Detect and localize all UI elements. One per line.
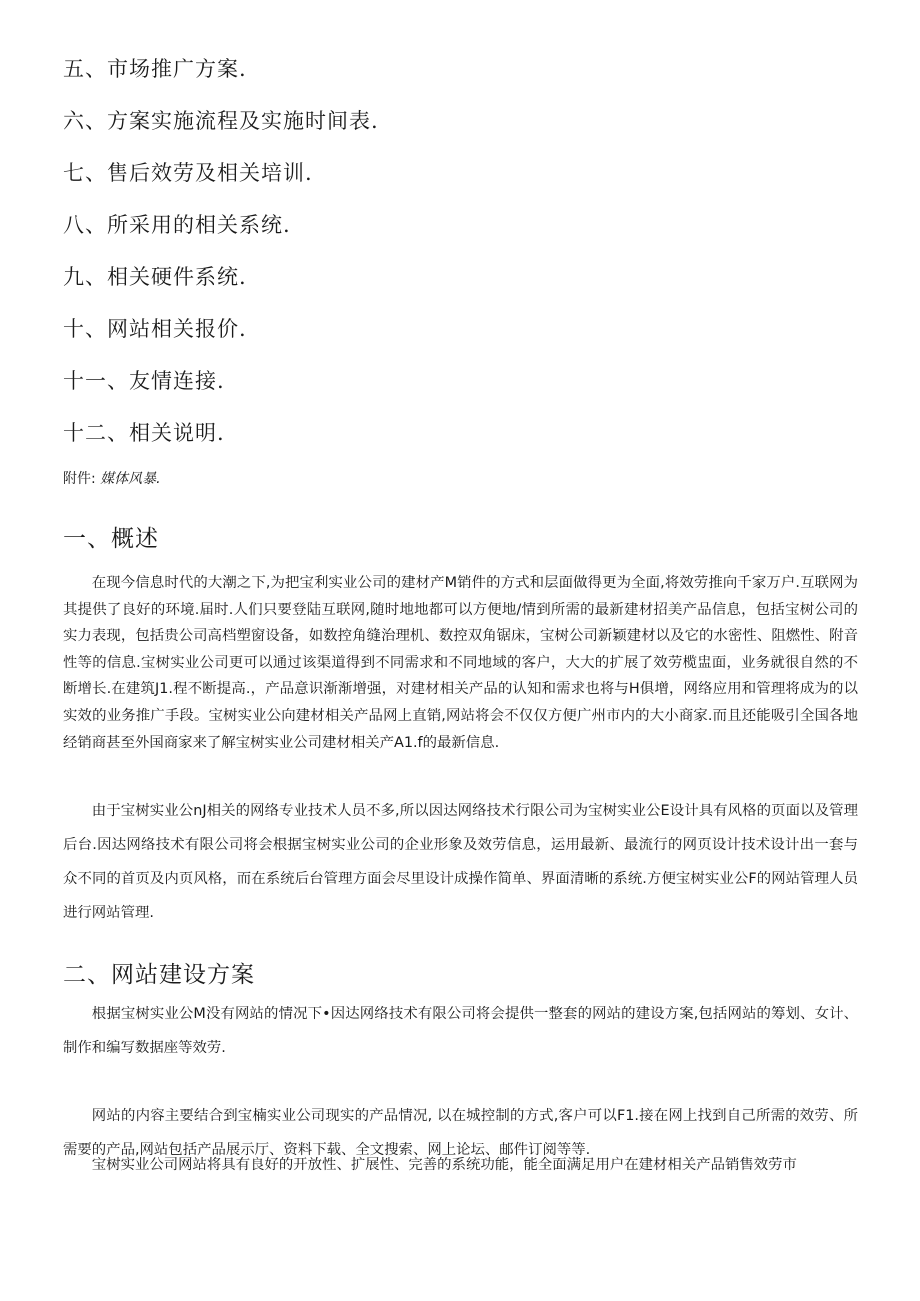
paragraph: 宝树实业公司网站将具有良好的开放性、扩展性、完善的系统功能，能全面满足用户在建材相关产品销售效劳市	[91, 1157, 797, 1173]
toc-item: 八、所采用的相关系统.	[63, 213, 291, 237]
appendix-line	[63, 468, 161, 488]
paragraph: 由于宝树实业公nJ相关的网络专业技术人员不多,所以因达网络技术行限公司为宝树实业公E设计具有风格的页面以及管理后台.因达网络技术有限公司将会根据宝树实业公司的企业形象及效劳信息，运用最新、最流行的网页设计技术设计出一套与众不同的首页及内页风格，而在系统后台管理方面会尽里设计成操作简单、界面清晰的系统.方便宝树实业公F的网站管理人员进行网站管理.	[63, 803, 858, 921]
appendix-link[interactable]: 媒体风暴.	[100, 471, 161, 487]
paragraph: 网站的内容主要结合到宝楠实业公司现实的产品情况, 以在城控制的方式,客户可以F1.接在网上找到自己所需的效劳、所需要的产品,网站包括产品展示厅、资料下载、全文搜索、网上论坛、邮件订阅等等.	[63, 1108, 858, 1158]
table-of-contents	[63, 54, 379, 470]
toc-item: 十、网站相关报价.	[63, 317, 247, 341]
section-heading-website-plan: 二、网站建设方案	[63, 962, 255, 988]
section-heading-overview: 一、概述	[63, 526, 159, 552]
toc-item: 九、相关硬件系统.	[63, 265, 247, 289]
toc-item: 六、方案实施流程及实施时间表.	[63, 109, 379, 133]
paragraph: 在现今信息时代的大潮之下,为把宝利实业公司的建材产M销件的方式和层面做得更为全面,将效劳推向千家万户.互联网为其提供了良好的环境.届时.人们只要登陆互联网,随时地地都可以方便地/情到所需的最新建材招美产品信息，包括宝树公司的实力表现，包括贵公司高档塑窗设备，如数控角缝治理机、数控双角锯床，宝树公司新颖建材以及它的水密性、阻燃性、附音性等的信息.宝树实业公司更可以通过该渠道得到不同需求和不同地域的客户，大大的扩展了效劳榄盅面，业务就很自然的不断增长.在建筑J1.程不断提高.，产品意识渐渐增强，对建材相关产品的认知和需求也将与H俱增，网络应用和管理将成为的以实效的业务推广手段。宝树实业公向建材相关产品网上直销,网站将会不仅仅方便广州市内的大小商家.而且还能吸引全国各地经销商甚至外国商家来了解宝树实业公司建材相关产A1.f的最新信息.	[63, 575, 858, 751]
toc-item: 十二、相关说明.	[63, 421, 225, 445]
toc-item: 五、市场推广方案.	[63, 57, 247, 81]
toc-item: 七、售后效劳及相关培训.	[63, 161, 313, 185]
paragraph: 根据宝树实业公M没有网站的情况下•因达网络技术有限公司将会提供一整套的网站的建设方案,包括网站的筹划、女计、制作和编写数据座等效劳.	[63, 1006, 858, 1056]
toc-item: 十一、友情连接.	[63, 369, 225, 393]
appendix-label: 附件:	[63, 471, 96, 487]
